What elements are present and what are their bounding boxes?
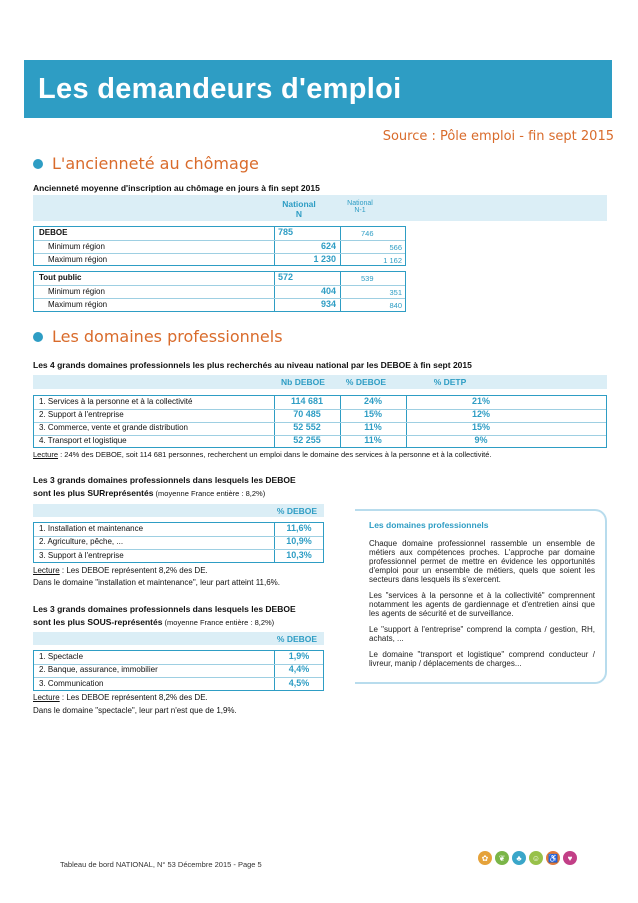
value-n1: 351 [389,287,402,297]
lecture-text: : Les DEBOE représentent 8,2% des DE. [59,566,208,575]
domaines-info-box [355,509,607,684]
domaines-caption: Les 4 grands domaines professionnels les plus recherchés au niveau national par les DEBOE à fin sept 2015 [33,360,472,370]
person-icon: ☺ [529,851,543,865]
pct-value: 10,3% [286,550,312,560]
row-label: 3. Support à l'entreprise [39,551,124,560]
sous-caption-line2 [33,617,274,627]
table-row [34,299,405,312]
pct-detp-value: 9% [474,435,488,445]
sous-caption-line1: Les 3 grands domaines professionnels dans lesquels les DEBOE [33,604,296,614]
lecture-text: : 24% des DEBOE, soit 114 681 personnes, recherchent un emploi dans le domaine des services à la personne et à la collectivité. [58,450,492,459]
table-row [34,254,405,267]
sur-caption-line1: Les 3 grands domaines professionnels dans lesquels les DEBOE [33,475,296,485]
row-label: 3. Commerce, vente et grande distribution [39,423,188,432]
sur-caption-note: (moyenne France entière : 8,2%) [153,489,266,498]
info-box-paragraph: Chaque domaine professionnel rassemble un ensemble de métiers aux compétences proches. L'approche par domaine professionnel permet de mettre en évidence les opportunités d'emploi pour un ensemble de métiers, quels que soient les secteurs dans lesquels ils s'exercent. [369,539,595,584]
pct-deboe-value: 24% [363,396,382,406]
title-banner [24,60,612,118]
section-anciennete-heading [33,154,259,173]
value-n: 572 [278,272,294,282]
row-label: Minimum région [48,242,105,251]
row-label: DEBOE [39,228,68,237]
table-row [34,550,323,563]
info-box-content [369,520,595,675]
row-label: Maximum région [48,255,108,264]
leaf-icon: ❦ [495,851,509,865]
domaines-table [33,395,607,448]
row-label: Maximum région [48,300,108,309]
row-label: Tout public [39,273,82,282]
pct-deboe-value: 15% [363,409,382,419]
col-national-sub: N [295,209,303,219]
tree-icon: ♣ [512,851,526,865]
info-box-title: Les domaines professionnels [369,520,489,530]
info-box-paragraph: Les "services à la personne et à la collectivité" comprennent notamment les agents de gardiennage et d'entretien ainsi que les agents de sécurité et de surveillance. [369,591,595,618]
table-row [34,422,606,435]
section-title: Les domaines professionnels [52,327,283,346]
table-row [34,227,405,240]
table-row [34,678,323,691]
col-national-n1 [340,200,380,214]
sur-col-pct-deboe: % DEBOE [276,506,318,516]
bullet-icon [33,332,43,342]
sur-lecture [33,566,208,575]
table-row [34,435,606,448]
pct-detp-value: 12% [471,409,490,419]
row-label: 1. Spectacle [39,652,84,661]
lecture-label: Lecture [33,693,60,702]
value-n1: 539 [361,273,374,283]
sous-caption-main: sont les plus SOUS-représentés [33,617,163,627]
value-n: 1 230 [313,254,336,264]
family-icon: ♥ [563,851,577,865]
sous-note: Dans le domaine "spectacle", leur part n'est que de 1,9%. [33,706,237,715]
lecture-label: Lecture [33,566,60,575]
wheelchair-icon: ♿ [546,851,560,865]
bullet-icon [33,159,43,169]
pct-detp-value: 21% [471,396,490,406]
pct-deboe-value: 11% [364,435,382,445]
value-n: 624 [320,241,336,251]
row-label: 2. Banque, assurance, immobilier [39,665,158,674]
lecture-label: Lecture [33,450,59,459]
pct-value: 4,5% [288,678,310,688]
table-row [34,396,606,409]
value-n1: 746 [361,228,374,238]
pct-value: 1,9% [288,651,310,661]
col-national-n [274,199,324,219]
domaines-lecture [33,450,491,459]
sous-table [33,650,324,691]
pct-value: 11,6% [286,523,312,533]
anciennete-tout-public-table [33,271,406,312]
anciennete-deboe-table [33,226,406,266]
row-label: 2. Agriculture, pêche, ... [39,537,124,546]
value-n: 785 [278,227,294,237]
anciennete-caption: Ancienneté moyenne d'inscription au chômage en jours à fin sept 2015 [33,183,320,193]
table-row [34,272,405,285]
row-label: 4. Transport et logistique [39,436,127,445]
col-pct-deboe: % DEBOE [345,377,387,387]
row-label: Minimum région [48,287,105,296]
seedling-icon: ✿ [478,851,492,865]
table-row [34,409,606,422]
info-box-paragraph: Le "support à l'entreprise" comprend la compta / gestion, RH, achats, ... [369,625,595,643]
col-n1-label: National [347,200,373,207]
row-label: 1. Services à la personne et à la collectivité [39,397,193,406]
value-n1: 1 162 [383,255,402,265]
footer-logos [478,851,577,865]
pct-detp-value: 15% [471,422,490,432]
pct-value: 4,4% [288,664,310,674]
sur-note: Dans le domaine "installation et maintenance", leur part atteint 11,6%. [33,578,281,587]
sur-caption-main: sont les plus SURreprésentés [33,488,154,498]
sous-col-pct-deboe: % DEBOE [276,634,318,644]
page-title: Les demandeurs d'emploi [38,73,402,105]
sous-lecture [33,693,208,702]
col-pct-detp: % DETP [433,377,467,387]
pct-deboe-value: 11% [364,422,382,432]
section-domaines-heading [33,327,283,346]
col-national-label: National [282,199,316,209]
nb-deboe-value: 52 255 [293,435,321,445]
lecture-text: : Les DEBOE représentent 8,2% des DE. [59,693,208,702]
row-label: 2. Support à l'entreprise [39,410,124,419]
sur-table [33,522,324,563]
page-footer: Tableau de bord NATIONAL, N° 53 Décembre 2015 - Page 5 [60,860,262,869]
source-note: Source : Pôle emploi - fin sept 2015 [382,129,614,144]
value-n1: 566 [389,242,402,252]
sur-caption-line2 [33,488,265,498]
nb-deboe-value: 114 681 [290,396,324,406]
table-row [34,536,323,549]
info-box-paragraph: Le domaine "transport et logistique" comprend conducteur / livreur, manip / déplacements de charges... [369,650,595,668]
table-row [34,523,323,536]
table-row [34,651,323,664]
nb-deboe-value: 52 552 [293,422,321,432]
pct-value: 10,9% [286,536,312,546]
sous-caption-note: (moyenne France entière : 8,2%) [162,618,275,627]
value-n1: 840 [389,300,402,310]
col-nb-deboe: Nb DEBOE [281,377,325,387]
row-label: 3. Communication [39,679,104,688]
col-n1-sub: N-1 [354,207,366,214]
section-title: L'ancienneté au chômage [52,154,259,173]
value-n: 934 [320,299,336,309]
value-n: 404 [320,286,336,296]
row-label: 1. Installation et maintenance [39,524,144,533]
nb-deboe-value: 70 485 [293,409,321,419]
table-row [34,664,323,677]
